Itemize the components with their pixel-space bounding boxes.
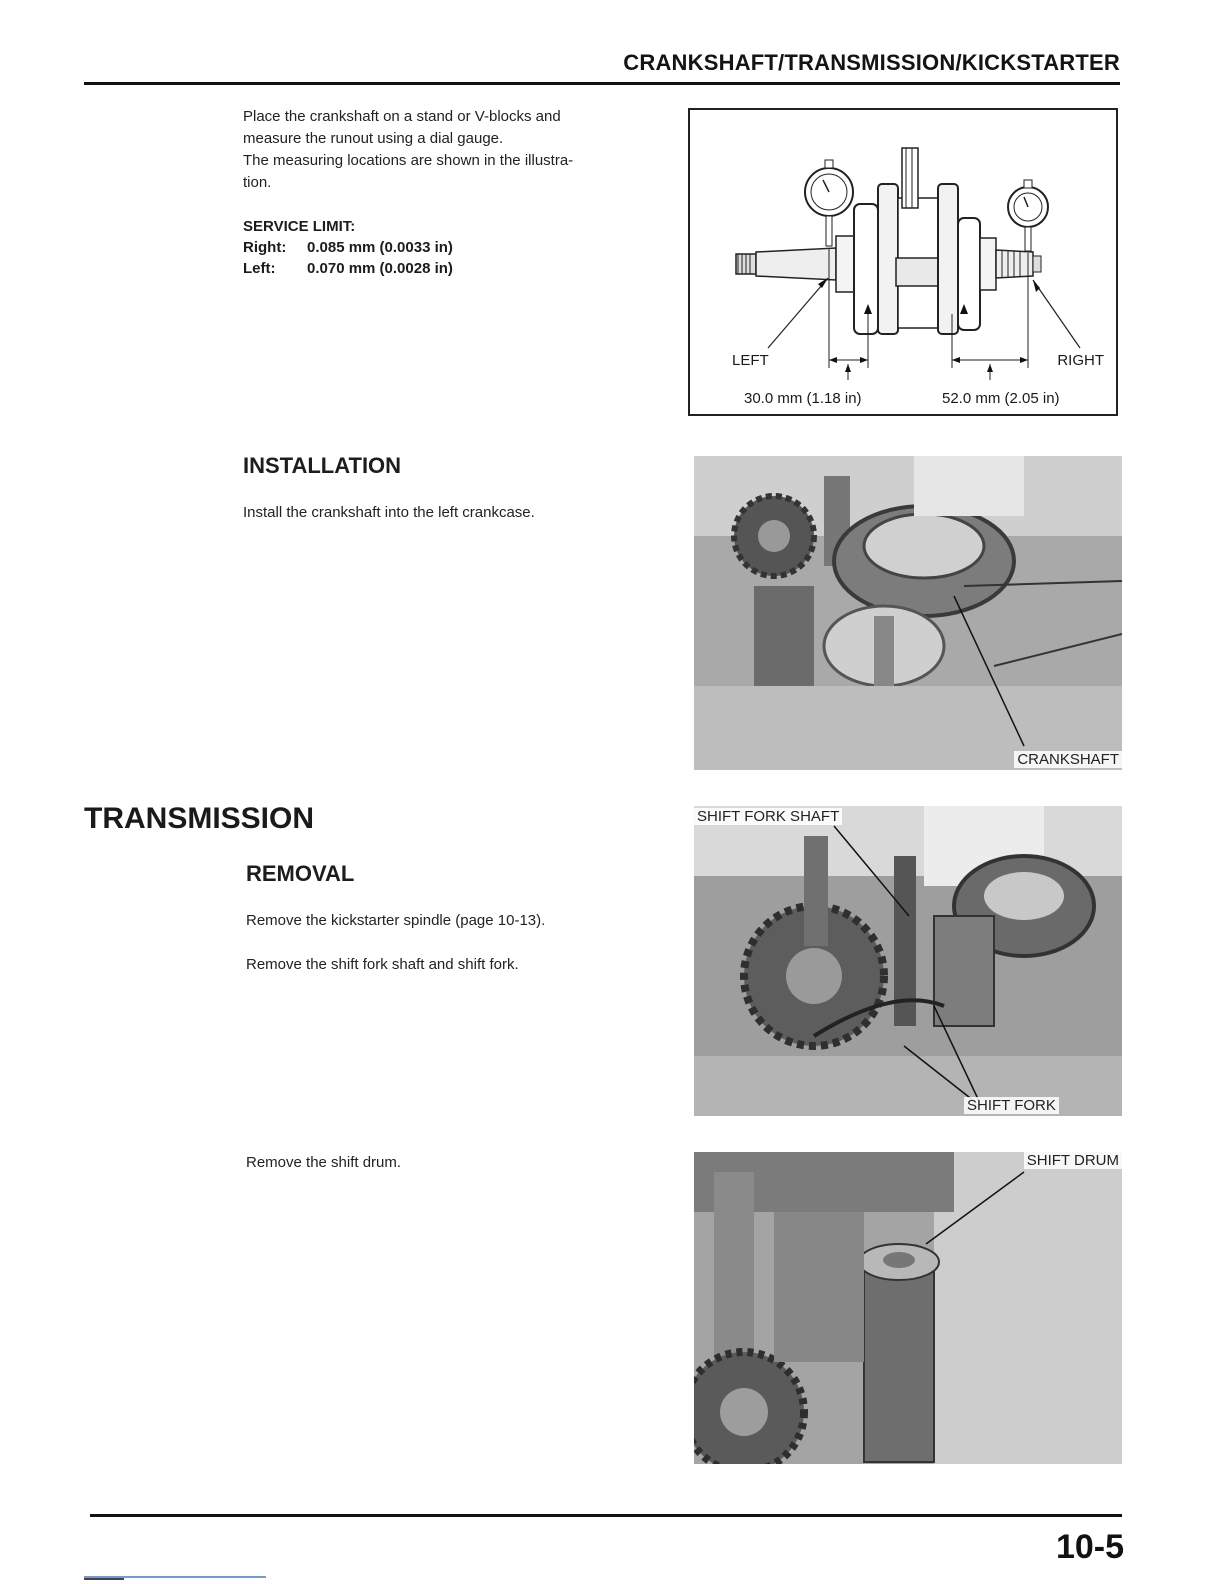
runout-line-3: The measuring locations are shown in the illustra- — [243, 152, 574, 169]
diagram-left-label: LEFT — [732, 352, 769, 369]
installation-heading: INSTALLATION — [243, 453, 402, 478]
shift-drum-label: SHIFT DRUM — [1024, 1152, 1122, 1169]
runout-line-2: measure the runout using a dial gauge. — [243, 130, 504, 147]
removal-step-3: Remove the shift drum. — [246, 1154, 402, 1171]
limit-value-right: 0.085 mm (0.0033 in) — [307, 239, 453, 256]
limit-row-right — [243, 237, 453, 258]
diagram-left-dimension: 30.0 mm (1.18 in) — [744, 390, 862, 407]
shift-fork-label: SHIFT FORK — [964, 1097, 1059, 1114]
transmission-heading: TRANSMISSION — [84, 802, 315, 835]
crankshaft-install-photo — [694, 456, 1122, 770]
crankshaft-runout-diagram — [688, 108, 1118, 416]
diagram-right-dimension: 52.0 mm (2.05 in) — [942, 390, 1060, 407]
limit-row-left — [243, 258, 453, 279]
limit-side-left: Left: — [243, 260, 276, 277]
footer-rule — [90, 1514, 1122, 1517]
shift-drum-photo — [694, 1152, 1122, 1464]
shift-fork-shaft-label: SHIFT FORK SHAFT — [694, 808, 842, 825]
shift-fork-photo — [694, 806, 1122, 1116]
service-limit-label: SERVICE LIMIT: — [243, 218, 356, 235]
crankshaft-diagram-drawing — [688, 108, 1118, 416]
removal-step-1: Remove the kickstarter spindle (page 10-13). — [246, 912, 546, 929]
removal-heading: REMOVAL — [246, 861, 355, 886]
shift-fork-image — [694, 806, 1122, 1116]
limit-value-left: 0.070 mm (0.0028 in) — [307, 260, 453, 277]
diagram-right-label: RIGHT — [1057, 352, 1104, 369]
header-rule — [84, 82, 1120, 85]
page-number: 10-5 — [1055, 1528, 1124, 1566]
shift-drum-image — [694, 1152, 1122, 1464]
removal-step-2: Remove the shift fork shaft and shift fork. — [246, 956, 519, 973]
page-header-title: CRANKSHAFT/TRANSMISSION/KICKSTARTER — [623, 50, 1120, 75]
installation-text: Install the crankshaft into the left crankcase. — [243, 504, 535, 521]
service-limit-block — [243, 216, 453, 279]
runout-line-1: Place the crankshaft on a stand or V-blocks and — [243, 108, 561, 125]
crankshaft-install-image — [694, 456, 1122, 770]
runout-line-4: tion. — [243, 174, 272, 191]
runout-instructions — [243, 106, 673, 194]
crankshaft-photo-label: CRANKSHAFT — [1014, 751, 1122, 768]
limit-side-right: Right: — [243, 239, 287, 256]
bottom-edge-mark-dark — [84, 1578, 124, 1580]
